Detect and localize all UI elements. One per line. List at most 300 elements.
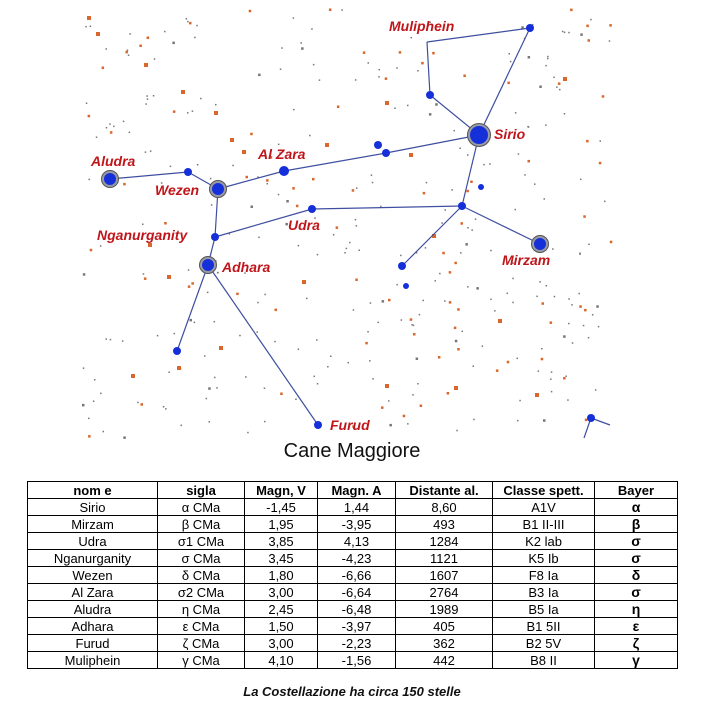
dust-star [123,183,126,186]
faint-star [595,389,597,391]
faint-star [317,383,319,385]
faint-star [604,201,606,203]
table-row [28,601,678,618]
faint-star [300,42,302,44]
faint-star [109,123,111,125]
faint-star [509,53,511,55]
dust-star [409,153,413,157]
cell-distante: 8,60 [396,499,493,516]
dust-star [88,435,91,438]
faint-star [388,400,390,402]
dust-star [610,241,613,244]
faint-star [286,200,289,203]
faint-star [445,209,447,211]
dust-star [312,178,315,181]
faint-star [187,21,189,23]
label-al-zara: Al Zara [258,146,306,162]
dust-star [602,95,605,98]
dust-star [570,9,573,12]
dust-star [528,160,531,163]
faint-star [583,325,585,327]
faint-star [122,340,124,342]
faint-star [490,250,492,252]
faint-star [106,48,108,50]
star [458,202,466,210]
faint-star [157,335,159,337]
faint-star [267,183,269,185]
cell-bayer: ε [595,618,678,635]
star [212,183,224,195]
cell-magn-a: -2,23 [318,635,396,652]
faint-star [174,333,176,335]
faint-star [407,105,409,107]
faint-star [209,421,211,423]
faint-star [512,302,514,304]
cell-classe: B2 5V [493,635,595,652]
dust-star [230,138,234,142]
faint-star [306,298,308,300]
footer-note: La Costellazione ha circa 150 stelle [243,684,461,699]
cell-sigla: σ1 CMa [158,533,245,550]
dust-star [365,342,368,345]
faint-star [518,153,520,155]
faint-star [476,287,479,290]
star [374,141,382,149]
dust-star [461,222,464,225]
dust-star [188,285,191,288]
faint-star [319,79,321,81]
faint-star [349,242,351,244]
dust-star [88,115,91,118]
dust-star [413,333,416,336]
dust-star [363,51,366,54]
faint-star [568,298,570,300]
cell-magn-a: -6,64 [318,584,396,601]
cell-magn-v: 3,85 [245,533,318,550]
dust-star [438,356,441,359]
table-row [28,550,678,567]
faint-star [394,108,396,110]
star [382,149,390,157]
dust-star [535,393,539,397]
faint-star [517,420,519,422]
dust-star [242,150,246,154]
dust-star [558,82,561,85]
faint-star [127,50,129,52]
faint-star [439,273,441,275]
star [308,205,316,213]
faint-star [123,121,125,123]
dust-star [563,377,566,380]
faint-star [372,182,374,184]
dust-star [191,282,194,285]
cell-distante: 1284 [396,533,493,550]
faint-star [543,419,546,422]
cell-classe: B1 II-III [493,516,595,533]
dust-star [141,403,144,406]
faint-star [356,225,358,227]
faint-star [211,204,213,206]
faint-star [579,254,581,256]
faint-star [534,183,536,185]
faint-star [563,335,566,338]
background-stars [82,9,612,439]
faint-star [435,103,438,106]
faint-star [293,109,295,111]
faint-star [380,206,382,208]
faint-star [419,314,421,316]
dust-star [325,143,329,147]
faint-star [264,294,266,296]
faint-star [396,67,398,69]
dust-star [352,189,355,192]
faint-star [541,348,543,350]
faint-star [83,273,86,276]
faint-star [462,331,464,333]
faint-star [512,278,514,280]
dust-star [125,51,128,54]
cell-distante: 362 [396,635,493,652]
cell-bayer: α [595,499,678,516]
star [398,262,406,270]
star [470,126,488,144]
faint-star [389,424,392,427]
constellation-line [462,206,540,244]
dust-star [403,415,406,418]
dust-star [585,419,588,422]
table-row [28,533,678,550]
faint-star [517,358,519,360]
faint-star [600,140,602,142]
table-row [28,584,678,601]
header-nome: nom e [28,482,158,499]
label-sirio: Sirio [494,126,526,142]
faint-star [580,179,582,181]
faint-star [544,198,546,200]
cell-classe: B3 Ia [493,584,595,601]
faint-star [359,250,361,252]
dust-star [110,131,113,134]
cell-nome: Adhara [28,618,158,635]
star [587,414,595,422]
label-udra: Udra [288,217,320,233]
table-row [28,652,678,669]
faint-star [379,69,381,71]
faint-star [423,300,425,302]
dust-star [457,308,460,311]
dust-star [102,67,105,70]
faint-star [490,299,492,301]
faint-star [94,379,96,381]
dust-star [148,243,152,247]
faint-star [441,222,443,224]
dust-star [292,187,295,190]
dust-star [90,249,93,252]
dust-star [432,52,435,55]
faint-star [293,17,295,19]
cell-bayer: ζ [595,635,678,652]
star-table [27,481,678,669]
cell-magn-a: -3,97 [318,618,396,635]
dust-star [542,302,545,305]
faint-star [333,234,335,236]
faint-star [417,383,419,385]
constellation-line [177,265,208,351]
faint-star [467,154,469,156]
cell-distante: 493 [396,516,493,533]
header-distante: Distante al. [396,482,493,499]
cell-bayer: γ [595,652,678,669]
faint-star [214,377,216,379]
star [279,166,289,176]
faint-star [456,430,458,432]
cell-bayer: σ [595,533,678,550]
cell-magn-v: 3,00 [245,635,318,652]
faint-star [539,86,542,89]
faint-star [258,237,260,239]
faint-star [264,421,266,423]
faint-star [483,164,485,166]
faint-star [88,418,90,420]
cell-distante: 405 [396,618,493,635]
dust-star [507,361,510,364]
faint-star [467,227,469,229]
dust-star [96,32,100,36]
faint-star [82,404,85,407]
constellation-line [427,42,430,95]
faint-star [217,272,219,274]
faint-star [327,366,329,368]
cell-distante: 1989 [396,601,493,618]
faint-star [154,58,156,60]
constellation-line [208,265,318,425]
faint-star [89,179,91,181]
faint-star [459,148,461,150]
dust-star [584,309,587,312]
faint-star [207,292,209,294]
constellation-line [110,172,188,179]
faint-star [515,209,517,211]
dust-star [463,75,466,78]
cell-nome: Aludra [28,601,158,618]
faint-star [528,56,531,59]
dust-star [498,319,502,323]
dust-star [454,262,457,265]
dust-star [609,24,612,27]
faint-star [280,69,282,71]
faint-star [187,112,189,114]
cell-bayer: β [595,516,678,533]
dust-star [144,277,147,280]
faint-star [519,400,521,402]
cell-sigla: η CMa [158,601,245,618]
header-bayer: Bayer [595,482,678,499]
dust-star [466,190,469,193]
dust-star [219,346,223,350]
cell-magn-v: 1,95 [245,516,318,533]
faint-star [147,98,149,100]
faint-star [545,65,547,67]
faint-star [372,378,374,380]
faint-star [553,77,555,79]
faint-star [536,296,538,298]
dust-star [457,348,460,351]
faint-star [564,32,566,33]
cell-magn-a: -1,56 [318,652,396,669]
cell-sigla: ε CMa [158,618,245,635]
faint-star [528,126,530,128]
faint-star [123,436,126,439]
table-row [28,567,678,584]
dust-star [385,384,389,388]
faint-star [396,284,398,286]
faint-star [93,401,95,403]
dust-star [147,37,150,40]
dust-star [583,215,586,218]
faint-star [145,151,147,153]
faint-star [146,95,148,97]
faint-star [413,325,415,327]
cell-distante: 1121 [396,550,493,567]
faint-star [590,19,592,21]
faint-star [473,419,475,421]
cell-bayer: δ [595,567,678,584]
star [184,168,192,176]
faint-star [524,174,526,176]
header-classe: Classe spett. [493,482,595,499]
dust-star [144,63,148,67]
dust-star [423,192,426,195]
faint-star [251,206,254,209]
faint-star [346,248,348,250]
faint-star [378,76,380,78]
cell-magn-a: -3,95 [318,516,396,533]
faint-star [172,42,175,45]
faint-star [137,402,139,404]
faint-star [313,64,315,66]
faint-star [301,47,304,50]
faint-star [194,322,196,324]
faint-star [416,358,419,361]
faint-star [100,393,102,395]
faint-star [455,340,458,343]
faint-star [507,293,509,295]
faint-star [214,321,216,323]
star [173,347,181,355]
faint-star [426,182,428,184]
faint-star [192,110,194,112]
faint-star [559,89,561,91]
faint-star [471,229,473,231]
faint-star [309,135,311,137]
dust-star [586,25,589,28]
faint-star [568,32,570,34]
faint-star [546,285,548,287]
faint-star [551,391,553,393]
label-wezen: Wezen [155,182,200,198]
faint-star [190,319,193,322]
faint-star [489,163,491,165]
table-row [28,499,678,516]
faint-star [482,345,484,347]
faint-star [412,394,414,396]
faint-star [510,61,512,63]
faint-star [278,144,280,146]
faint-star [353,309,355,311]
table-row [28,635,678,652]
dust-star [296,205,299,208]
faint-star [551,371,553,373]
faint-star [547,58,549,60]
dust-star [588,39,591,42]
faint-star [83,367,85,369]
dust-star [355,279,358,282]
faint-star [592,314,594,316]
faint-star [129,132,131,134]
header-sigla: sigla [158,482,245,499]
cell-classe: F8 Ia [493,567,595,584]
faint-star [103,431,105,433]
constellation-line [402,206,462,266]
faint-star [298,349,300,351]
faint-star [113,126,115,128]
dust-star [442,252,445,255]
cell-nome: Nganurganity [28,550,158,567]
faint-star [330,356,332,358]
cell-distante: 2764 [396,584,493,601]
faint-star [168,372,170,374]
cell-nome: Udra [28,533,158,550]
dust-star [189,22,192,25]
dust-star [167,275,171,279]
faint-star [411,324,413,326]
star [478,184,484,190]
faint-star [110,339,112,341]
faint-star [515,112,517,114]
faint-star [210,178,212,180]
cell-sigla: σ CMa [158,550,245,567]
cell-classe: B8 II [493,652,595,669]
label-aludra: Aludra [91,153,136,169]
faint-star [142,224,144,226]
cell-magn-a: -4,23 [318,550,396,567]
faint-star [257,331,259,333]
dust-star [454,327,457,330]
faint-star [467,286,469,288]
faint-star [145,103,147,105]
faint-star [407,423,409,425]
cell-sigla: γ CMa [158,652,245,669]
dust-star [541,358,544,361]
cell-classe: K5 Ib [493,550,595,567]
dust-star [266,179,269,182]
faint-star [170,166,172,168]
cell-magn-v: 1,80 [245,567,318,584]
faint-star [565,376,567,378]
faint-star [547,56,549,58]
faint-star [538,370,540,372]
faint-star [554,296,556,298]
dust-star [579,305,582,308]
faint-star [194,37,196,39]
star [211,233,219,241]
constellation-line [312,206,462,209]
faint-star [317,254,319,256]
label-nganurganity: Nganurganity [97,227,188,243]
faint-star [128,55,130,57]
faint-star [106,338,108,340]
cell-magn-a: 1,44 [318,499,396,516]
